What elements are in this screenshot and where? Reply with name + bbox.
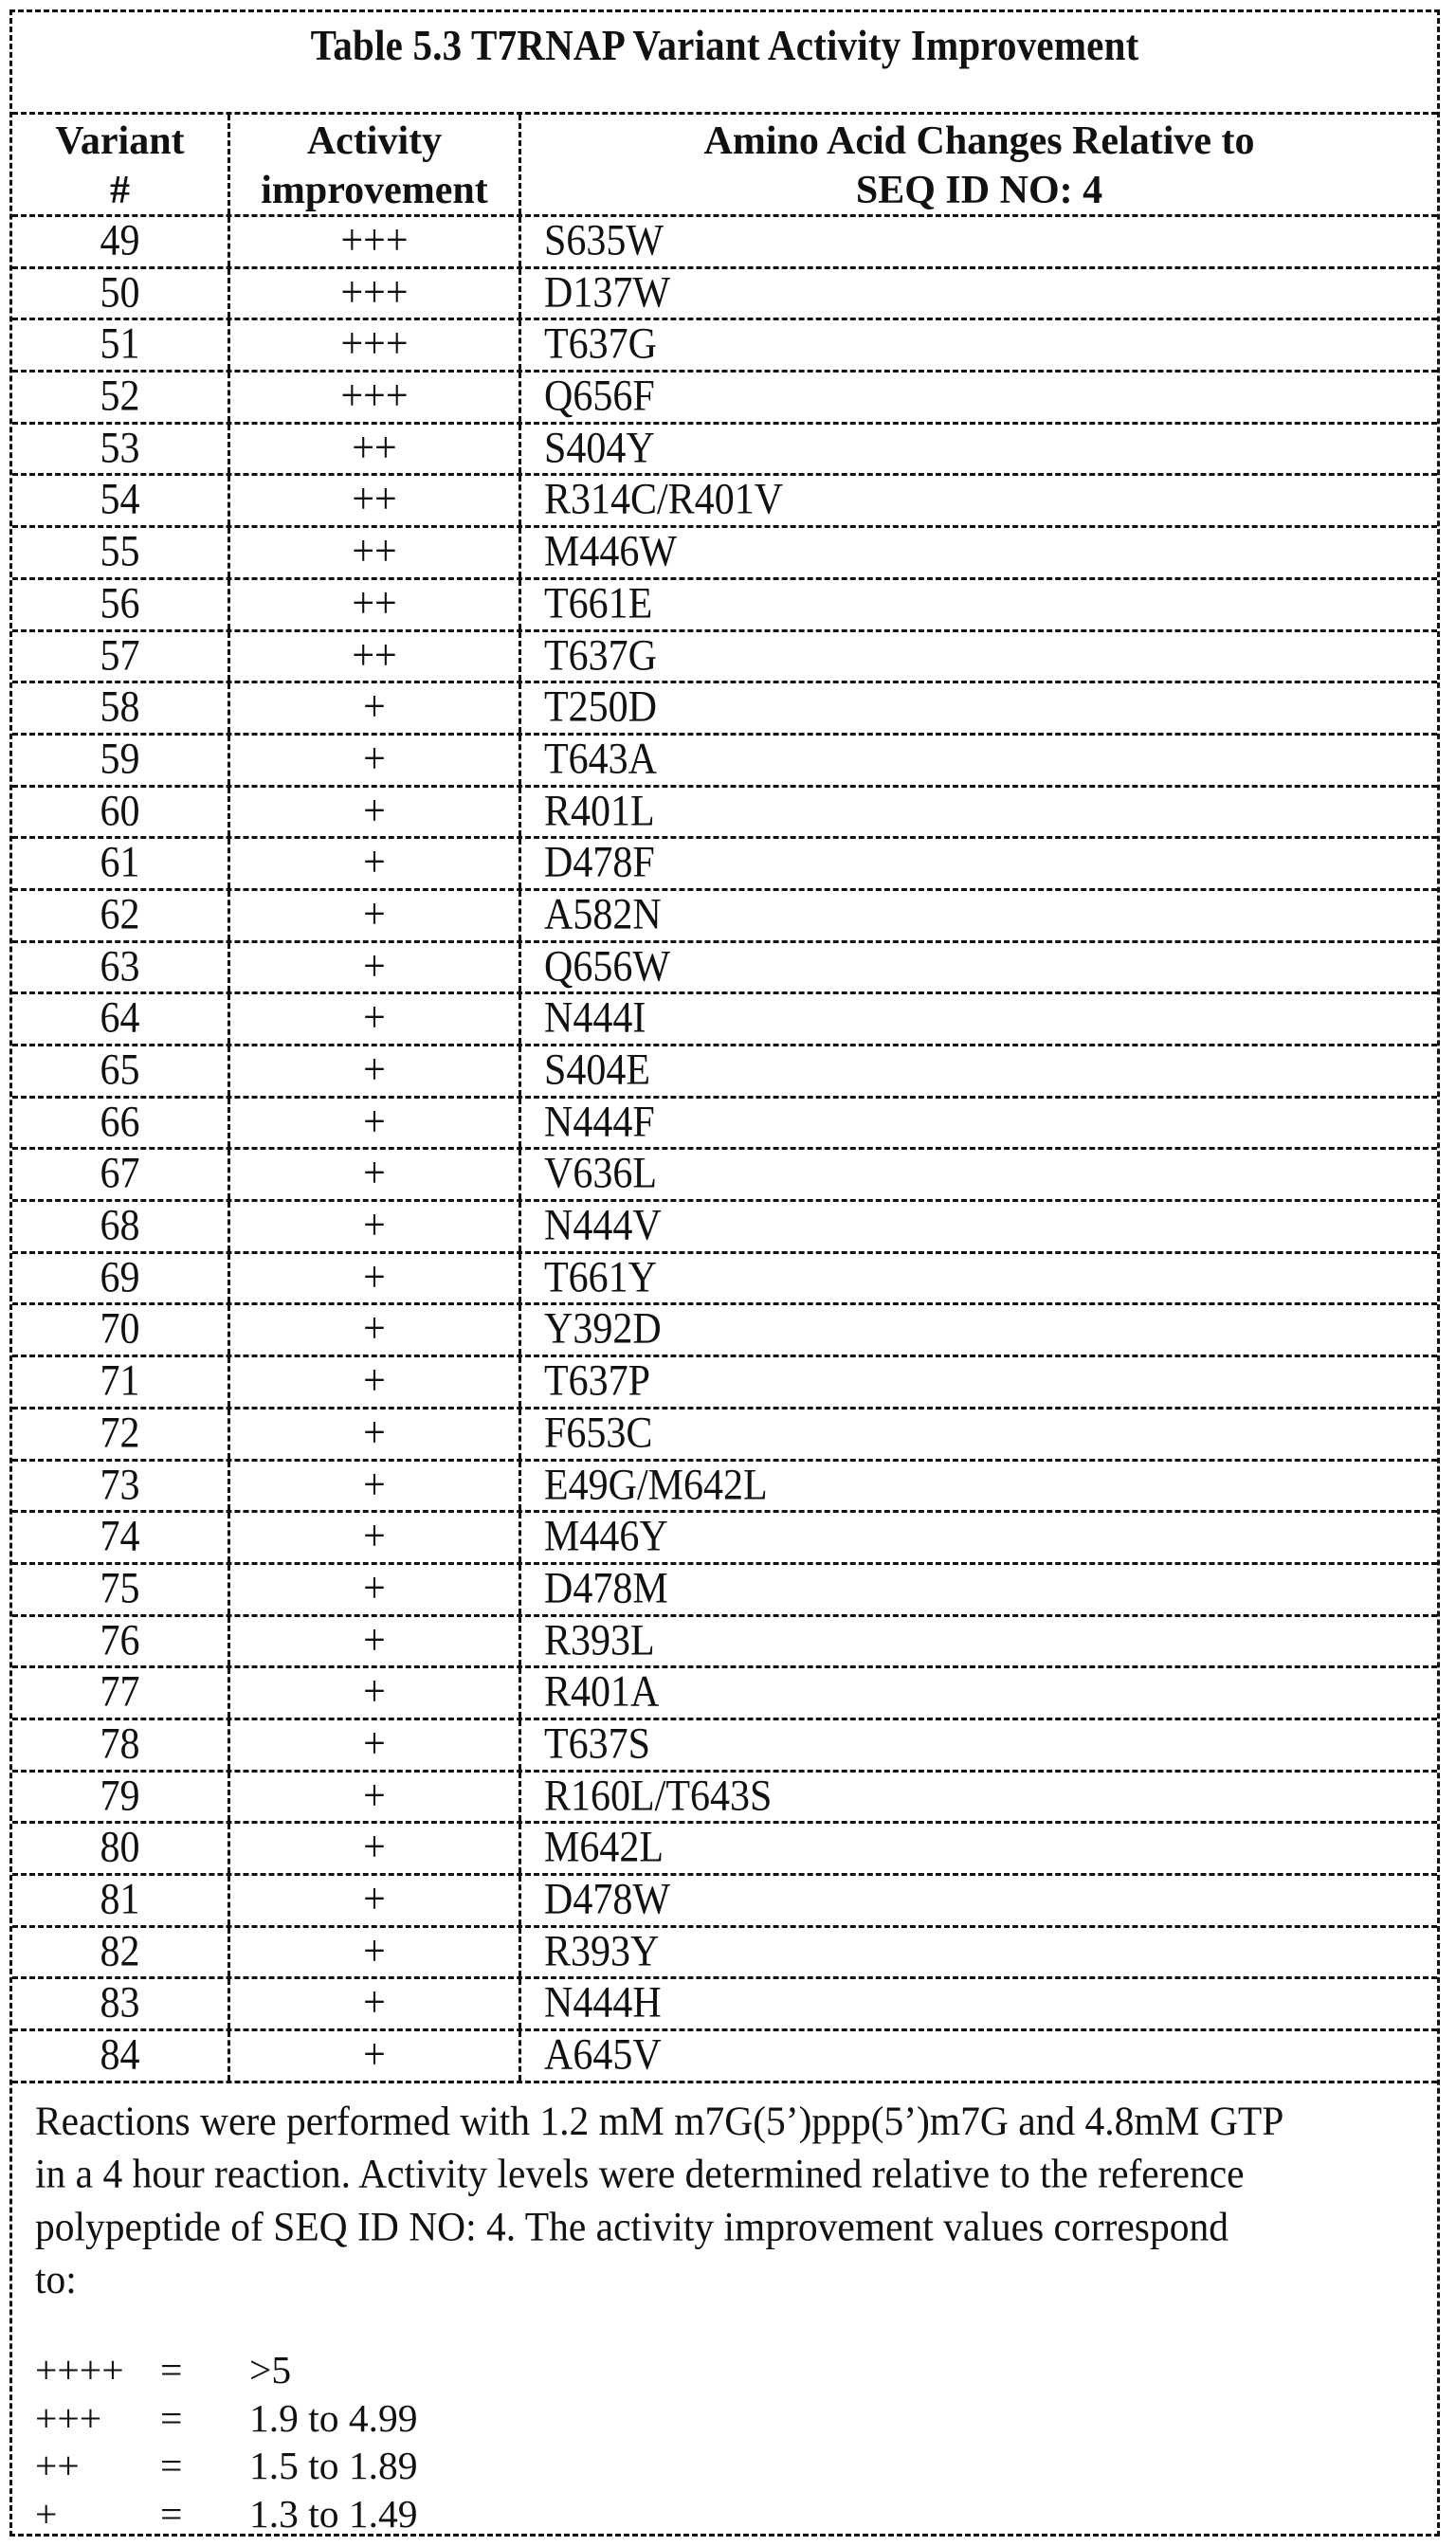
amino-acid-changes: D478M [544, 1564, 668, 1613]
table-row [12, 1668, 1437, 1720]
legend-equals: = [160, 2491, 183, 2536]
activity-improvement: + [363, 994, 386, 1044]
variant-number: 58 [100, 683, 140, 732]
variant-number: 55 [100, 528, 140, 576]
activity-improvement: + [363, 1461, 386, 1510]
activity-cell [230, 1462, 521, 1511]
table-row [12, 1099, 1437, 1151]
activity-improvement: ++ [352, 476, 397, 525]
activity-improvement: +++ [340, 268, 409, 318]
variant-number-cell [12, 1357, 230, 1407]
header-changes [521, 115, 1437, 214]
activity-cell [230, 425, 521, 474]
changes-cell [521, 1720, 1437, 1770]
changes-cell [521, 425, 1437, 474]
changes-cell [521, 1928, 1437, 1977]
variant-number: 84 [100, 2031, 140, 2080]
variant-number: 50 [100, 268, 140, 318]
variant-number: 70 [100, 1305, 140, 1355]
variant-number-cell [12, 1099, 230, 1148]
activity-improvement: + [363, 1098, 386, 1147]
table-row [12, 425, 1437, 477]
header-changes-line2: SEQ ID NO: 4 [855, 169, 1103, 212]
table-row [12, 217, 1437, 269]
activity-improvement: + [363, 1564, 386, 1613]
activity-cell [230, 683, 521, 733]
variant-number-cell [12, 1617, 230, 1666]
table-row [12, 476, 1437, 528]
variant-number: 71 [100, 1357, 140, 1406]
variant-number: 82 [100, 1927, 140, 1976]
table-row [12, 320, 1437, 373]
variant-number-cell [12, 788, 230, 837]
legend-symbol: ++++ [35, 2348, 124, 2391]
activity-cell [230, 1720, 521, 1770]
activity-cell [230, 632, 521, 682]
table-row [12, 891, 1437, 943]
activity-cell [230, 2031, 521, 2081]
activity-cell [230, 528, 521, 577]
variant-number-cell [12, 373, 230, 422]
legend-symbol: ++ [35, 2444, 80, 2487]
changes-cell [521, 476, 1437, 525]
table-footer [12, 2083, 1437, 2537]
footer-note [35, 2095, 1414, 2306]
legend-symbol: + [35, 2491, 58, 2536]
variant-number: 79 [100, 1772, 140, 1821]
activity-cell [230, 1979, 521, 2028]
changes-cell [521, 1565, 1437, 1614]
table-row [12, 632, 1437, 684]
variant-number-cell [12, 269, 230, 318]
activity-cell [230, 994, 521, 1044]
activity-cell [230, 1409, 521, 1459]
table-row [12, 943, 1437, 995]
amino-acid-changes: N444V [544, 1202, 662, 1250]
amino-acid-changes: S404Y [544, 424, 655, 473]
changes-cell [521, 1202, 1437, 1251]
changes-cell [521, 994, 1437, 1044]
activity-cell [230, 1824, 521, 1873]
activity-cell [230, 1202, 521, 1251]
amino-acid-changes: R401A [544, 1668, 660, 1717]
amino-acid-changes: T637G [544, 320, 657, 370]
changes-cell [521, 320, 1437, 370]
table-row [12, 1565, 1437, 1617]
legend-row [35, 2394, 1414, 2443]
changes-cell [521, 1668, 1437, 1718]
activity-cell [230, 269, 521, 318]
table-row [12, 580, 1437, 632]
activity-cell [230, 1773, 521, 1822]
amino-acid-changes: T661Y [544, 1253, 657, 1302]
activity-improvement: + [363, 1876, 386, 1924]
amino-acid-changes: M446Y [544, 1513, 668, 1561]
variant-number: 68 [100, 1202, 140, 1250]
activity-improvement: + [363, 735, 386, 784]
variant-number-cell [12, 1409, 230, 1459]
table-row [12, 839, 1437, 891]
variant-number: 65 [100, 1046, 140, 1095]
activity-cell [230, 580, 521, 629]
activity-improvement: + [363, 1046, 386, 1095]
changes-cell [521, 891, 1437, 940]
table-row [12, 1357, 1437, 1409]
activity-improvement: + [363, 839, 386, 887]
legend-row [35, 2442, 1414, 2490]
activity-cell [230, 1928, 521, 1977]
changes-cell [521, 839, 1437, 888]
variant-number: 61 [100, 839, 140, 887]
variant-number: 72 [100, 1409, 140, 1458]
activity-cell [230, 1617, 521, 1666]
amino-acid-changes: T637S [544, 1719, 651, 1769]
table-row [12, 1409, 1437, 1462]
amino-acid-changes: A582N [544, 890, 662, 939]
amino-acid-changes: T643A [544, 735, 657, 784]
variant-number-cell [12, 1773, 230, 1822]
amino-acid-changes: T250D [544, 683, 657, 732]
header-activity [230, 115, 521, 214]
variant-number-cell [12, 580, 230, 629]
legend-equals: = [160, 2348, 183, 2391]
activity-improvement: + [363, 1824, 386, 1873]
changes-cell [521, 1462, 1437, 1511]
activity-improvement: + [363, 1979, 386, 2028]
activity-improvement: + [363, 1202, 386, 1250]
variant-number: 83 [100, 1979, 140, 2028]
changes-cell [521, 1979, 1437, 2028]
table-row [12, 683, 1437, 736]
amino-acid-changes: R393Y [544, 1927, 660, 1976]
legend-symbol: +++ [35, 2395, 102, 2440]
legend-range: >5 [249, 2348, 292, 2391]
activity-cell [230, 476, 521, 525]
variant-number-cell [12, 1254, 230, 1303]
amino-acid-changes: E49G/M642L [544, 1461, 768, 1510]
changes-cell [521, 1305, 1437, 1355]
table-row [12, 1150, 1437, 1202]
activity-improvement: + [363, 1513, 386, 1561]
table-row [12, 1773, 1437, 1825]
variant-number: 51 [100, 320, 140, 370]
amino-acid-changes: M642L [544, 1824, 664, 1873]
variant-number-cell [12, 1046, 230, 1096]
activity-cell [230, 1099, 521, 1148]
amino-acid-changes: M446W [544, 528, 677, 576]
changes-cell [521, 1357, 1437, 1407]
amino-acid-changes: A645V [544, 2031, 662, 2080]
activity-improvement: + [363, 1305, 386, 1355]
table-row [12, 1462, 1437, 1514]
table-row [12, 1720, 1437, 1773]
table-body [12, 217, 1437, 2083]
activity-cell [230, 217, 521, 266]
table-row [12, 1202, 1437, 1254]
variant-number-cell [12, 632, 230, 682]
amino-acid-changes: T637G [544, 631, 657, 681]
amino-acid-changes: S635W [544, 217, 664, 265]
variant-number: 76 [100, 1616, 140, 1665]
header-variant-line2: # [110, 169, 130, 212]
changes-cell [521, 1254, 1437, 1303]
variant-number-cell [12, 683, 230, 733]
activity-cell [230, 891, 521, 940]
amino-acid-changes: D478W [544, 1876, 670, 1924]
changes-cell [521, 269, 1437, 318]
legend-range: 1.5 to 1.89 [249, 2444, 418, 2487]
table-row [12, 788, 1437, 840]
variant-number-cell [12, 528, 230, 577]
variant-number-cell [12, 425, 230, 474]
changes-cell [521, 1617, 1437, 1666]
activity-improvement: + [363, 1253, 386, 1302]
amino-acid-changes: R401L [544, 787, 655, 836]
table-row [12, 1305, 1437, 1357]
variant-number: 67 [100, 1150, 140, 1199]
table-row [12, 1513, 1437, 1565]
changes-cell [521, 528, 1437, 577]
activity-improvement: + [363, 890, 386, 939]
amino-acid-changes: Q656W [544, 942, 670, 991]
amino-acid-changes: N444H [544, 1979, 662, 2028]
changes-cell [521, 1150, 1437, 1199]
changes-cell [521, 632, 1437, 682]
amino-acid-changes: D137W [544, 268, 670, 318]
header-activity-line2: improvement [261, 169, 488, 212]
amino-acid-changes: N444F [544, 1098, 655, 1147]
header-variant [12, 115, 230, 214]
changes-cell [521, 1046, 1437, 1096]
activity-improvement: + [363, 1927, 386, 1976]
variant-number-cell [12, 839, 230, 888]
variant-number-cell [12, 1150, 230, 1199]
variant-number: 77 [100, 1668, 140, 1717]
activity-improvement: + [363, 2031, 386, 2080]
variant-number-cell [12, 1462, 230, 1511]
table-row [12, 994, 1437, 1046]
activity-improvement: ++ [352, 579, 397, 628]
legend-row [35, 2490, 1414, 2538]
table-row [12, 1824, 1437, 1876]
activity-cell [230, 1254, 521, 1303]
activity-improvement: +++ [340, 320, 409, 370]
legend-range: 1.3 to 1.49 [249, 2491, 418, 2536]
activity-cell [230, 839, 521, 888]
header-activity-line1: Activity [306, 119, 443, 163]
variant-number-cell [12, 1565, 230, 1614]
amino-acid-changes: R160L/T643S [544, 1772, 773, 1821]
activity-improvement: + [363, 1772, 386, 1821]
variant-number-cell [12, 2031, 230, 2081]
variant-number-cell [12, 1928, 230, 1977]
amino-acid-changes: R393L [544, 1616, 655, 1665]
changes-cell [521, 1513, 1437, 1562]
activity-cell [230, 1305, 521, 1355]
variant-number: 64 [100, 994, 140, 1044]
table-title: Table 5.3 T7RNAP Variant Activity Improvement [310, 21, 1139, 69]
variant-number-cell [12, 1824, 230, 1873]
activity-cell [230, 1150, 521, 1199]
table-row [12, 1979, 1437, 2031]
legend-equals: = [160, 2395, 183, 2440]
variant-number-cell [12, 1513, 230, 1562]
changes-cell [521, 1409, 1437, 1459]
legend-equals: = [160, 2444, 183, 2487]
activity-improvement: + [363, 683, 386, 732]
variant-number: 52 [100, 373, 140, 421]
variant-number: 74 [100, 1513, 140, 1561]
header-variant-line1: Variant [55, 119, 185, 163]
activity-cell [230, 1668, 521, 1718]
variant-number-cell [12, 1979, 230, 2028]
amino-acid-changes: V636L [544, 1150, 657, 1199]
activity-cell [230, 1876, 521, 1925]
activity-improvement: + [363, 787, 386, 836]
activity-improvement: ++ [352, 631, 397, 681]
activity-cell [230, 1046, 521, 1096]
variant-number-cell [12, 1876, 230, 1925]
variant-number-cell [12, 994, 230, 1044]
legend-range: 1.9 to 4.99 [249, 2395, 418, 2440]
table-row [12, 528, 1437, 580]
table-row [12, 1254, 1437, 1306]
variant-number: 59 [100, 735, 140, 784]
activity-improvement: ++ [352, 424, 397, 473]
table-title-row [12, 12, 1437, 115]
header-changes-line1: Amino Acid Changes Relative to [703, 119, 1255, 163]
amino-acid-changes: T661E [544, 579, 653, 628]
variant-number-cell [12, 320, 230, 370]
amino-acid-changes: T637P [544, 1357, 651, 1406]
activity-cell [230, 736, 521, 785]
variant-number: 54 [100, 476, 140, 525]
table-row [12, 2031, 1437, 2083]
variant-activity-table [9, 9, 1440, 2537]
table-row [12, 269, 1437, 321]
changes-cell [521, 788, 1437, 837]
variant-number-cell [12, 736, 230, 785]
changes-cell [521, 683, 1437, 733]
variant-number-cell [12, 943, 230, 992]
activity-cell [230, 943, 521, 992]
activity-cell [230, 788, 521, 837]
variant-number: 56 [100, 579, 140, 628]
activity-legend [35, 2346, 1414, 2537]
activity-improvement: + [363, 1409, 386, 1458]
variant-number: 66 [100, 1098, 140, 1147]
legend-row [35, 2346, 1414, 2394]
changes-cell [521, 1099, 1437, 1148]
variant-number-cell [12, 1202, 230, 1251]
activity-improvement: +++ [340, 217, 409, 265]
changes-cell [521, 217, 1437, 266]
variant-number: 57 [100, 631, 140, 681]
table-row [12, 736, 1437, 788]
changes-cell [521, 1876, 1437, 1925]
variant-number-cell [12, 891, 230, 940]
activity-improvement: + [363, 1668, 386, 1717]
variant-number: 53 [100, 424, 140, 473]
amino-acid-changes: Q656F [544, 373, 655, 421]
variant-number: 73 [100, 1461, 140, 1510]
table-row [12, 1928, 1437, 1980]
activity-improvement: + [363, 1616, 386, 1665]
activity-improvement: +++ [340, 373, 409, 421]
activity-improvement: ++ [352, 528, 397, 576]
variant-number-cell [12, 217, 230, 266]
changes-cell [521, 580, 1437, 629]
variant-number-cell [12, 476, 230, 525]
table-header-row [12, 115, 1437, 217]
footer-note-line: in a 4 hour reaction. Activity levels were determined relative to the reference [35, 2150, 1245, 2197]
footer-note-line: to: [35, 2256, 77, 2302]
activity-cell [230, 1357, 521, 1407]
variant-number: 75 [100, 1564, 140, 1613]
changes-cell [521, 1773, 1437, 1822]
table-row [12, 373, 1437, 425]
amino-acid-changes: Y392D [544, 1305, 662, 1355]
table-row [12, 1876, 1437, 1928]
variant-number-cell [12, 1668, 230, 1718]
activity-cell [230, 1565, 521, 1614]
variant-number-cell [12, 1305, 230, 1355]
activity-cell [230, 320, 521, 370]
amino-acid-changes: R314C/R401V [544, 476, 784, 525]
activity-cell [230, 373, 521, 422]
variant-number: 62 [100, 890, 140, 939]
changes-cell [521, 373, 1437, 422]
variant-number: 49 [100, 217, 140, 265]
changes-cell [521, 943, 1437, 992]
variant-number: 69 [100, 1253, 140, 1302]
variant-number: 60 [100, 787, 140, 836]
activity-improvement: + [363, 942, 386, 991]
activity-improvement: + [363, 1357, 386, 1406]
variant-number: 78 [100, 1719, 140, 1769]
changes-cell [521, 736, 1437, 785]
amino-acid-changes: F653C [544, 1409, 653, 1458]
table-row [12, 1046, 1437, 1099]
activity-improvement: + [363, 1719, 386, 1769]
changes-cell [521, 1824, 1437, 1873]
amino-acid-changes: S404E [544, 1046, 651, 1095]
amino-acid-changes: N444I [544, 994, 646, 1044]
activity-improvement: + [363, 1150, 386, 1199]
activity-cell [230, 1513, 521, 1562]
variant-number-cell [12, 1720, 230, 1770]
changes-cell [521, 2031, 1437, 2081]
variant-number: 63 [100, 942, 140, 991]
amino-acid-changes: D478F [544, 839, 655, 887]
footer-note-line: Reactions were performed with 1.2 mM m7G(5’)ppp(5’)m7G and 4.8mM GTP [35, 2098, 1284, 2144]
variant-number: 81 [100, 1876, 140, 1924]
variant-number: 80 [100, 1824, 140, 1873]
footer-note-line: polypeptide of SEQ ID NO: 4. The activity improvement values correspond [35, 2203, 1228, 2249]
table-row [12, 1617, 1437, 1669]
